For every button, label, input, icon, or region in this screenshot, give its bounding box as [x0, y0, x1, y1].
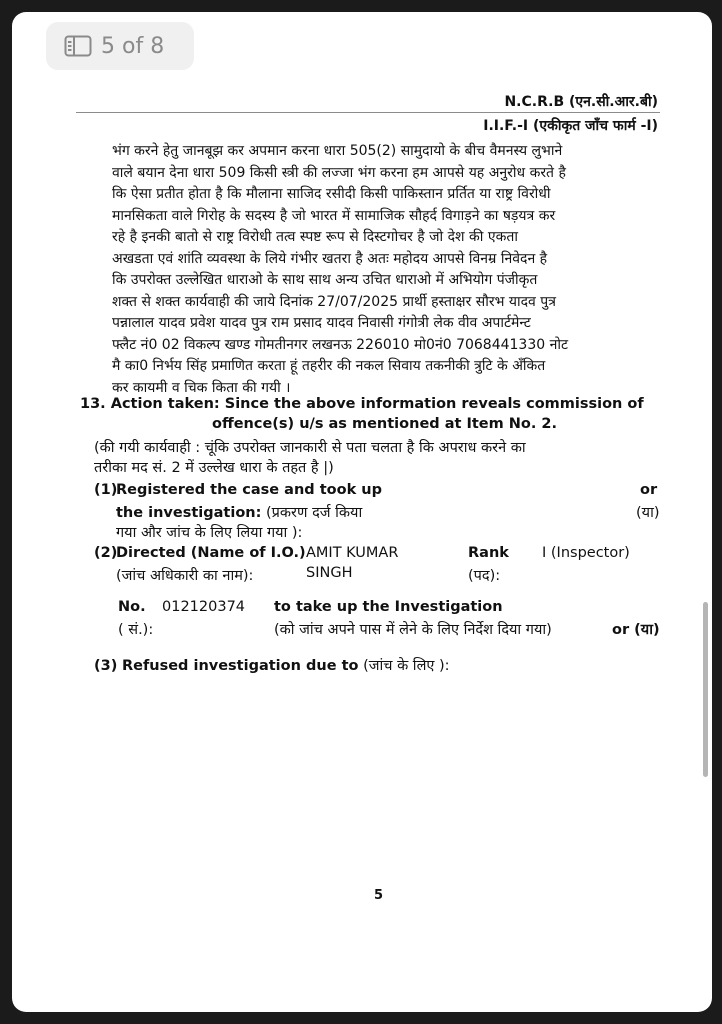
item3-number: (3) [94, 658, 118, 674]
refused-investigation-hindi: (जांच के लिए ): [358, 658, 450, 674]
take-up-investigation-hindi: (को जांच अपने पास में लेने के लिए निर्देश दिया गया) [274, 622, 552, 638]
item2-or: or (या) [612, 622, 660, 638]
complaint-line: कि उपरोक्त उल्लेखित धाराओ के साथ साथ अन्य उचित धाराओ में अभियोग पंजीकृत [112, 272, 538, 288]
complaint-line: भंग करने हेतु जानबूझ कर अपमान करना धारा 505(2) सामुदायो के बीच वैमनस्य लुभाने [112, 143, 563, 159]
complaint-line: फ्लैट नं0 02 विकल्प खण्ड गोमतीनगर लखनऊ 226010 मो0नं0 7068441330 नोट [112, 336, 569, 353]
page-indicator-label: 5 of 8 [101, 33, 165, 59]
item2-number: (2) [94, 545, 118, 561]
io-name-value-line2: SINGH [306, 565, 353, 581]
complaint-line: मै का0 निर्भय सिंह प्रमाणित करता हूं तहरीर की नकल सिवाय तकनीकी त्रुटि के अँकित [112, 358, 546, 374]
action-taken-hindi-line1: (की गयी कार्यवाही : चूंकि उपरोक्त जानकारी से पता चलता है कि अपराध करने का [94, 440, 526, 456]
complaint-line: शक्त से शक्त कार्यवाही की जाये दिनांक 27/07/2025 प्रार्थी हस्ताक्षर सौरभ यादव पुत्र [112, 293, 556, 310]
sidebar-toggle-icon [64, 35, 92, 57]
complaint-line: कर कायमी व चिक किता की गयी । [112, 379, 291, 396]
io-name-value-line1: AMIT KUMAR [306, 545, 399, 561]
action-taken-subtitle: offence(s) u/s as mentioned at Item No. 2. [212, 416, 558, 432]
io-number-value: 012120374 [162, 599, 246, 615]
document-page [12, 12, 712, 1012]
refused-investigation-row [94, 655, 450, 675]
item1-or-hindi: (या) [636, 505, 660, 521]
io-name-label-hindi: (जांच अधिकारी का नाम): [116, 568, 254, 584]
action-taken-title: 13. Action taken: Since the above information reveals commission of [80, 396, 644, 412]
io-number-label: No. [118, 599, 146, 615]
item1-label-line2-en: the investigation: [116, 505, 262, 521]
take-up-investigation-label: to take up the Investigation [274, 599, 503, 615]
complaint-line: रहे है इनकी बातो से राष्ट्र विरोधी तत्व स्पष्ट रूप से दिस्टगोचर है जो देश की एकता [112, 229, 518, 245]
complaint-line: मानसिकता वाले गिरोह के सदस्य है जो भारत में सामाजिक सौहर्द विगाड़ने का षड़यत्र कर [112, 207, 556, 224]
complaint-line: अखडता एवं शांति व्यवस्था के लिये गंभीर खतरा है अतः महोदय आपसे विनम्र निवेदन है [112, 250, 548, 267]
io-name-label: Directed (Name of I.O.) [116, 545, 306, 561]
page-number: 5 [374, 888, 384, 903]
item1-label-line3: गया और जांच के लिए लिया गया ): [116, 525, 303, 541]
complaint-line: पन्नालाल यादव प्रवेश यादव पुत्र राम प्रसाद यादव निवासी गंगोत्री लेक वीव अपार्टमेन्ट [112, 315, 531, 331]
complaint-line: कि ऐसा प्रतीत होता है कि मौलाना साजिद रसीदी किसी पाकिस्तान प्रर्तित या राष्ट्र विरोधी [112, 186, 551, 202]
header-divider [76, 112, 660, 113]
io-number-label-hindi: ( सं.): [118, 622, 154, 638]
complaint-line: वाले बयान देना धारा 509 किसी स्त्री की लज्जा भंग करना हम आपसे यह अनुरोध करते है [112, 164, 566, 181]
item1-label-line2-hi: (प्रकरण दर्ज किया [261, 505, 363, 521]
rank-label: Rank [468, 545, 509, 561]
refused-investigation-label: Refused investigation due to [121, 658, 359, 674]
item1-number: (1) [94, 482, 118, 498]
item1-or: or [640, 482, 658, 498]
rank-value: I (Inspector) [542, 545, 630, 561]
header-form-name: I.I.F.-I (एकीकृत जाँच फार्म -I) [483, 118, 658, 134]
rank-label-hindi: (पद): [468, 568, 501, 584]
header-ncrb: N.C.R.B (एन.सी.आर.बी) [504, 94, 658, 110]
item1-label-line1: Registered the case and took up [116, 482, 382, 498]
page-indicator-button[interactable] [46, 22, 194, 70]
vertical-scrollbar[interactable] [703, 602, 708, 777]
complaint-text [112, 141, 624, 399]
item1-label-line2 [116, 502, 362, 522]
action-taken-hindi-line2: तरीका मद सं. 2 में उल्लेख धारा के तहत है |) [94, 460, 334, 476]
